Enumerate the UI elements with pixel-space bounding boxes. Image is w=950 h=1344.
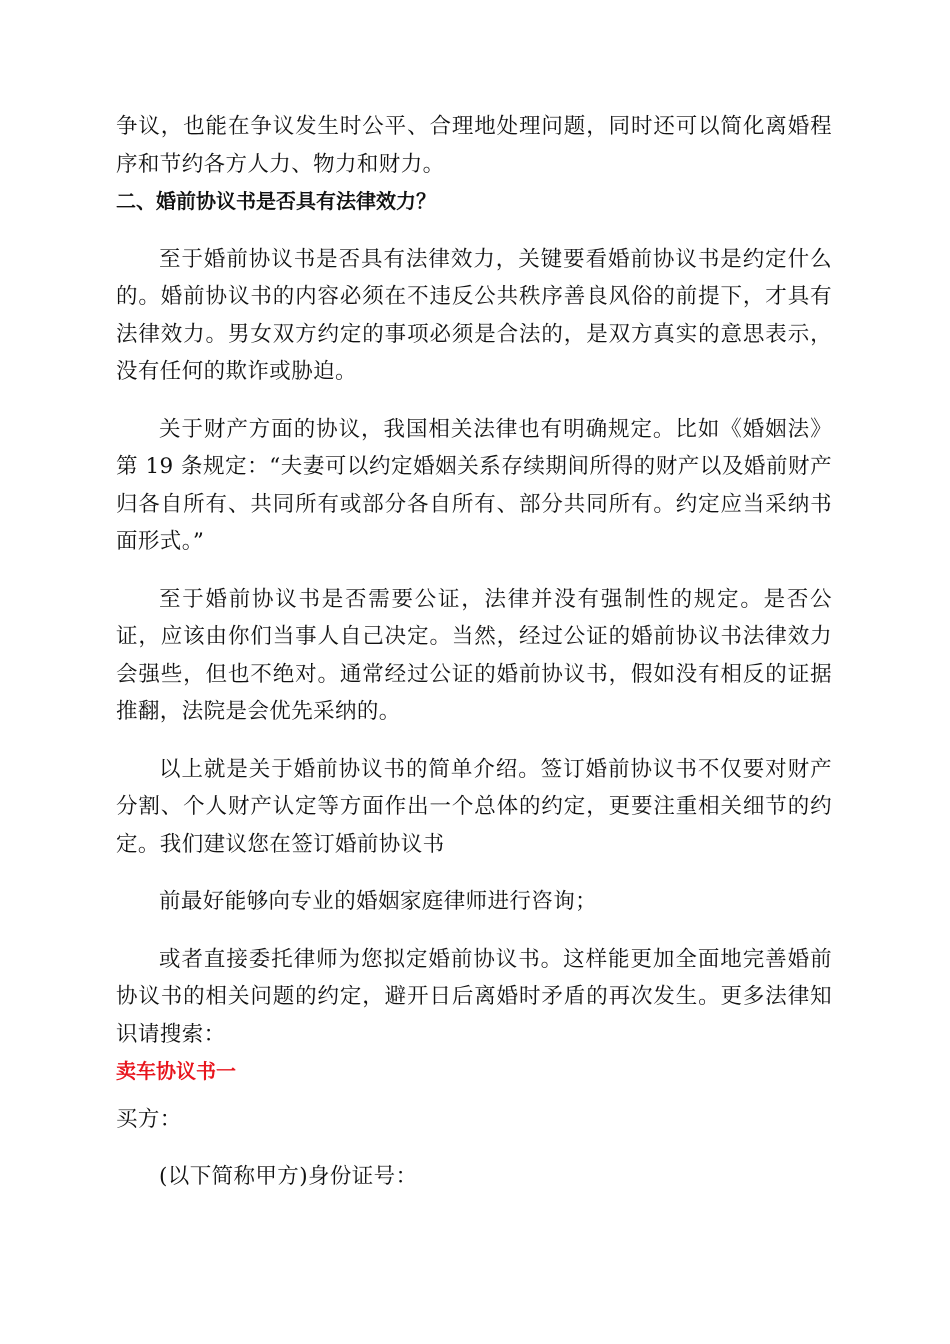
paragraph-entrust: 或者直接委托律师为您拟定婚前协议书。这样能更加全面地完善婚前协议书的相关问题的约定，避开日后离婚时矛盾的再次发生。更多法律知识请搜索： [116,946,832,1047]
paragraph-continued: 争议，也能在争议发生时公平、合理地处理问题，同时还可以简化离婚程序和节约各方人力、物力和财力。 [116,114,832,177]
paragraph-summary: 以上就是关于婚前协议书的简单介绍。签订婚前协议书不仅要对财产分割、个人财产认定等方面作出一个总体的约定，更要注重相关细节的约定。我们建议您在签订婚前协议书 [116,756,832,857]
paragraph-consult: 前最好能够向专业的婚姻家庭律师进行咨询； [159,889,598,914]
red-title-heading: 卖车协议书一 [116,1059,236,1083]
document-page [116,108,832,1196]
paragraph-validity: 至于婚前协议书是否具有法律效力，关键要看婚前协议书是约定什么的。婚前协议书的内容必须在不违反公共秩序善良风俗的前提下，才具有法律效力。男女双方约定的事项必须是合法的，是双方真实的意思表示，没有任何的欺诈或胁迫。 [116,246,832,384]
paragraph-notarization: 至于婚前协议书是否需要公证，法律并没有强制性的规定。是否公证，应该由你们当事人自己决定。当然，经过公证的婚前协议书法律效力会强些，但也不绝对。通常经过公证的婚前协议书，假如没有相反的证据推翻，法院是会优先采纳的。 [116,586,832,724]
section-heading: 二、婚前协议书是否具有法律效力？ [116,189,436,213]
paragraph-property: 关于财产方面的协议，我国相关法律也有明确规定。比如《婚姻法》第 19 条规定：“夫妻可以约定婚姻关系存续期间所得的财产以及婚前财产归各自所有、共同所有或部分各自所有、部分共同所有。约定应当采纳书面形式。” [116,416,832,554]
buyer-label: 买方： [116,1106,182,1132]
party-a-id-line: (以下简称甲方)身份证号： [159,1164,418,1189]
